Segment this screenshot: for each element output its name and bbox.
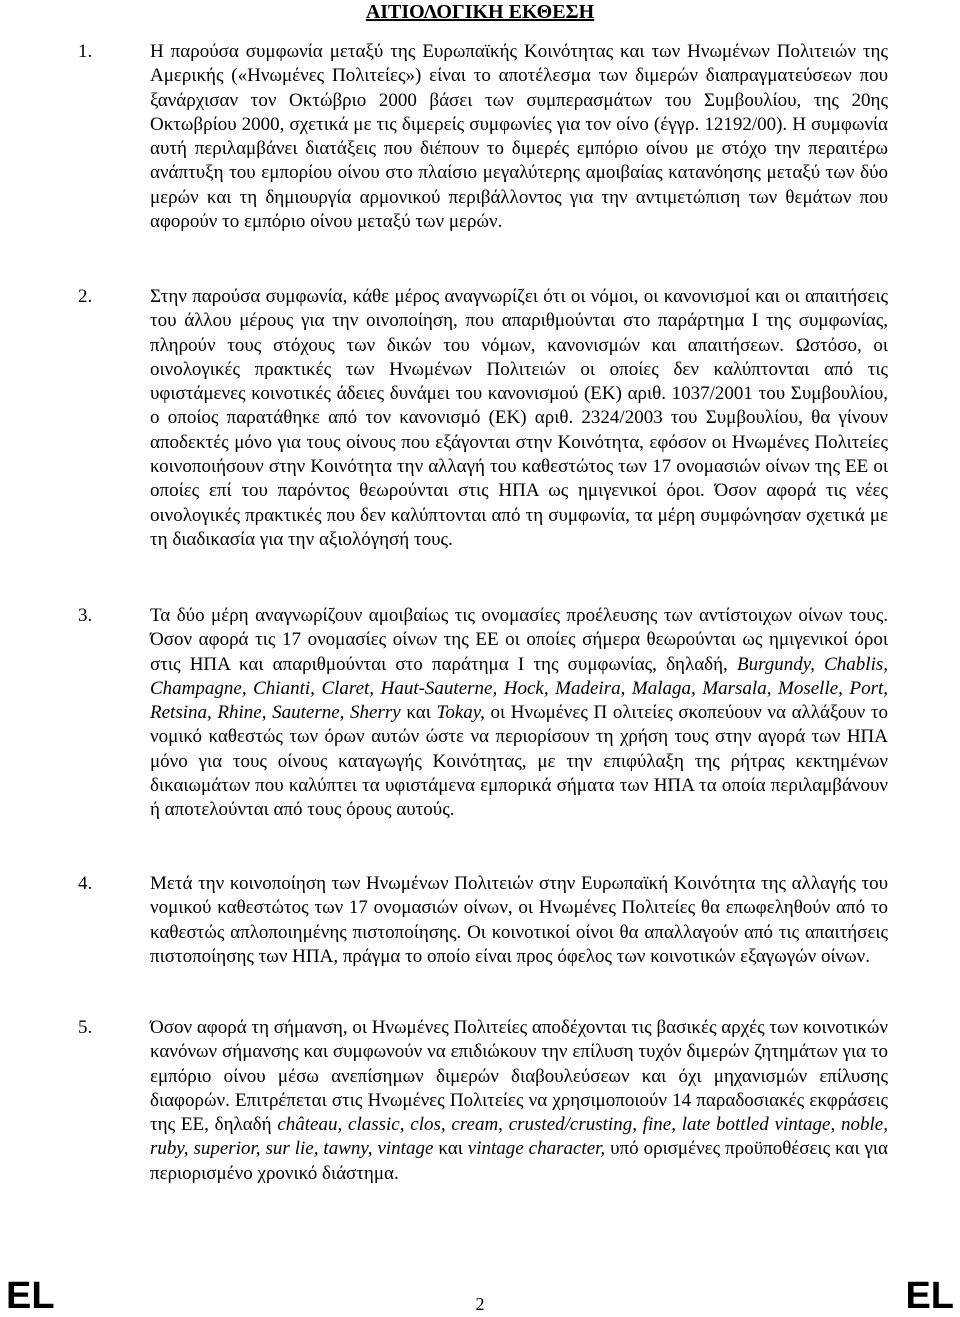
paragraph-text: οι Ηνωμένες Π ολιτείες σκοπεύουν να αλλάξουν το νομικό καθεστώς των όρων αυτών ώστε να περιορίσουν τη χρήση τους στην αγορά των ΗΠΑ μόνο για τους οίνους καταγωγής Κοινότητας, με την επιφύλαξη της ρήτρας κεκτημένων δικαιωμάτων που καλύπτει τα υφιστάμενα εμπορικά σήματα των ΗΠΑ τα οποία περιλαμβάνουν ή αποτελούνται από τους όρους αυτούς. [150, 702, 888, 821]
page-number: 2 [475, 1294, 485, 1314]
paragraph-text: Η παρούσα συμφωνία μεταξύ της Ευρωπαϊκής Κοινότητας και των Ηνωμένων Πολιτειών της Αμερικής («Ηνωμένες Πολιτείες») είναι το αποτέλεσμα των διμερών διαπραγματεύσεων που ξανάρχισαν τον Οκτώβριο 2000 βάσει των συμπερασμάτων του Συμβουλίου, της 20ης Οκτωβρίου 2000, σχετικά με τις διμερείς συμφωνίες για τον οίνο (έγγρ. 12192/00). Η συμφωνία αυτή περιλαμβάνει διατάξεις που διέπουν το διμερές εμπόριο οίνου με στόχο την περαιτέρω ανάπτυξη του εμπορίου οίνου στο πλαίσιο μεγαλύτερης αμοιβαίας κατανόησης μεταξύ των δύο μερών και τη δημιουργία αρμονικού περιβάλλοντος για την αντιμετώπιση των θεμάτων που αφορούν το εμπόριο οίνου μεταξύ των μερών. [150, 41, 888, 233]
paragraph-body [150, 285, 888, 552]
paragraph-text: Τα δύο μέρη αναγνωρίζουν αμοιβαίως τις ονομασίες προέλευσης των αντίστοιχων οίνων τους. Όσον αφορά τις 17 ονομασίες οίνων της ΕΕ οι οποίες σήμερα θεωρούνται ως ημιγενικοί όροι στις ΗΠΑ και απαριθμούνται στο παράτημα Ι της συμφωνίας, δηλαδή, [150, 605, 888, 675]
traditional-term-italic: vintage character, [467, 1138, 606, 1160]
paragraph-number: 1. [78, 41, 93, 62]
paragraph-number: 5. [78, 1017, 93, 1038]
paragraph-text: Στην παρούσα συμφωνία, κάθε μέρος αναγνωρίζει ότι οι νόμοι, οι κανονισμοί και οι απαιτήσεις του άλλου μέρους για την οινοποίηση, που απαριθμούνται στο παράρτημα Ι της συμφωνίας, πληρούν τους στόχους των δικών του νόμων, κανονισμών και απαιτήσεων. Ωστόσο, οι οινολογικές πρακτικές των Ηνωμένων Πολιτειών οι οποίες δεν καλύπτονται από τις υφιστάμενες κοινοτικές άδειες δυνάμει του κανονισμού (ΕΚ) αριθ. 1037/2001 του Συμβουλίου, ο οποίος παρατάθηκε από τον κανονισμό (ΕΚ) αριθ. 2324/2003 του Συμβουλίου, θα γίνουν αποδεκτές μόνο για τους οίνους που εξάγονται στην Κοινότητα, εφόσον οι Ηνωμένες Πολιτείες κοινοποιήσουν στην Κοινότητα την αλλαγή του καθεστώτος των 17 ονομασιών οίνων της ΕΕ οι οποίες επί του παρόντος θεωρούνται στις ΗΠΑ ως ημιγενικοί όροι. Όσον αφορά τις νέες οινολογικές πρακτικές που δεν καλύπτονται από τη συμφωνία, τα μέρη συμφώνησαν σχετικά με τη διαδικασία για την αξιολόγησή τους. [150, 286, 888, 550]
paragraph-body [150, 1016, 888, 1186]
paragraph-body [150, 872, 888, 969]
paragraph-body [150, 604, 888, 823]
paragraph-text: υπό ορισμένες προϋποθέσεις και για περιορισμένο χρονικό διάστημα. [150, 1138, 888, 1184]
language-code-left: EL [6, 1275, 55, 1317]
paragraph-number: 4. [78, 873, 93, 894]
page-title: ΑΙΤΙΟΛΟΓΙΚΗ ΕΚΘΕΣΗ [365, 1, 595, 23]
wine-names-italic: Burgundy, Chablis, Champagne, Chianti, Claret, Haut-Sauterne, Hock, Madeira, Malaga, Marsala, Moselle, Port, Retsina, Rhine, Sauterne, Sherry [150, 653, 888, 724]
paragraph-text: και [400, 702, 437, 724]
wine-name-italic: Tokay, [436, 702, 485, 724]
language-code-right: EL [905, 1275, 954, 1317]
paragraph-text: Μετά την κοινοποίηση των Ηνωμένων Πολιτειών στην Ευρωπαϊκή Κοινότητα της αλλαγής του νομικού καθεστώτος των 17 ονομασιών οίνων, οι Ηνωμένες Πολιτείες θα επωφεληθούν από το καθεστώς απλοποιημένης πιστοποίησης. Οι κοινοτικοί οίνοι θα απαλλαγούν από τις απαιτήσεις πιστοποίησης των ΗΠΑ, πράγμα το οποίο είναι προς όφελος των κοινοτικών εξαγωγών οίνων. [150, 873, 888, 967]
paragraph-body [150, 40, 888, 234]
paragraph-number: 3. [78, 605, 93, 626]
paragraph-number: 2. [78, 286, 93, 307]
paragraph-text: και [433, 1138, 468, 1160]
traditional-terms-italic: château, classic, clos, cream, crusted/crusting, fine, late bottled vintage, noble, ruby, superior, sur lie, tawny, vintage [150, 1114, 888, 1160]
paragraph-text: Όσον αφορά τη σήμανση, οι Ηνωμένες Πολιτείες αποδέχονται τις βασικές αρχές των κοινοτικών κανόνων σήμανσης και συμφωνούν να επιδιώκουν την επίλυση τυχόν διμερών ζητημάτων για το εμπόριο οίνου μέσω ανεπίσημων διμερών διαβουλεύσεων και όχι μηχανισμών επίλυσης διαφορών. Επιτρέπεται στις Ηνωμένες Πολιτείες να χρησιμοποιούν 14 παραδοσιακές εκφράσεις της ΕΕ, δηλαδή [150, 1017, 888, 1136]
